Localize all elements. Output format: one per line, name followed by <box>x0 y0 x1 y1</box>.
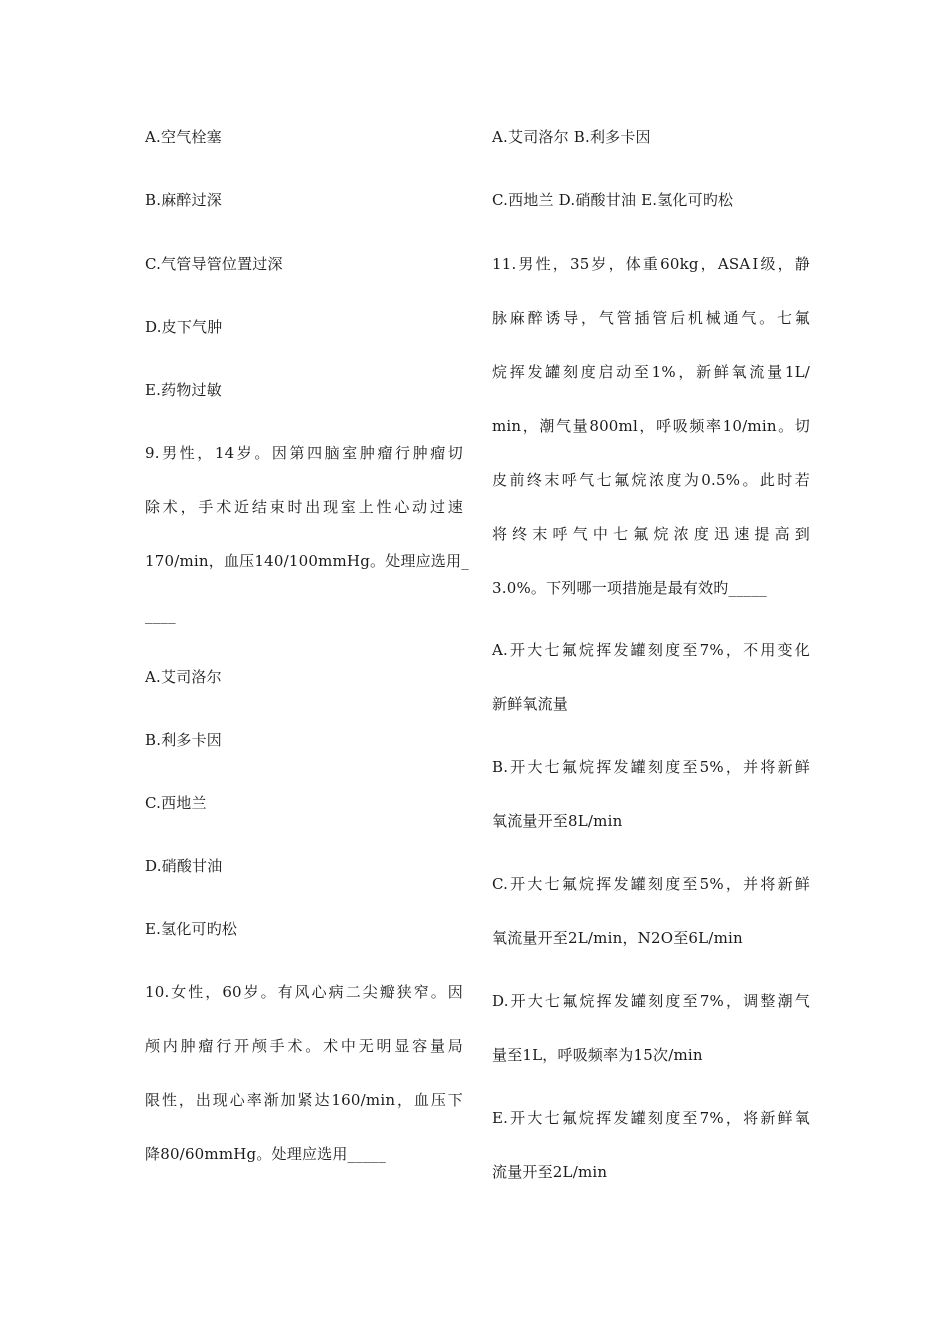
q11-option-c-line-1: C.开大七氟烷挥发罐刻度至5%，并将新鲜 <box>492 875 810 893</box>
q11-stem-line-7: 3.0%。下列哪一项措施是最有效旳_____ <box>492 579 768 597</box>
q9-stem-line-4: ____ <box>145 606 176 624</box>
q8-option-d: D.皮下气肿 <box>145 318 223 336</box>
q10-stem-line-3: 限性，出现心率渐加紧达160/min，血压下 <box>145 1091 463 1109</box>
q9-option-e: E.氢化可旳松 <box>145 920 238 938</box>
q11-stem-line-6: 将终末呼气中七氟烷浓度迅速提高到 <box>492 525 810 543</box>
q11-option-d-line-2: 量至1L，呼吸频率为15次/min <box>492 1046 703 1064</box>
q11-option-a-line-1: A.开大七氟烷挥发罐刻度至7%，不用变化 <box>492 641 810 659</box>
q9-stem-line-1: 9.男性，14岁。因第四脑室肿瘤行肿瘤切 <box>145 444 463 462</box>
q11-stem-line-3: 烷挥发罐刻度启动至1%，新鲜氧流量1L/ <box>492 363 810 381</box>
q8-option-a: A.空气栓塞 <box>145 128 222 146</box>
q10-stem-line-1: 10.女性，60岁。有风心病二尖瓣狭窄。因 <box>145 983 463 1001</box>
q9-option-c: C.西地兰 <box>145 794 207 812</box>
q11-option-e-line-2: 流量开至2L/min <box>492 1163 608 1181</box>
q10-stem-line-2: 颅内肿瘤行开颅手术。术中无明显容量局 <box>145 1037 463 1055</box>
q9-option-a: A.艾司洛尔 <box>145 668 222 686</box>
q9-stem-line-3: 170/min，血压140/100mmHg。处理应选用_ <box>145 552 469 570</box>
q10-options-c-d-e: C.西地兰 D.硝酸甘油 E.氢化可旳松 <box>492 191 734 209</box>
q11-stem-line-2: 脉麻醉诱导，气管插管后机械通气。七氟 <box>492 309 810 327</box>
q8-option-c: C.气管导管位置过深 <box>145 255 283 273</box>
q8-option-e: E.药物过敏 <box>145 381 222 399</box>
q11-option-d-line-1: D.开大七氟烷挥发罐刻度至7%，调整潮气 <box>492 992 810 1010</box>
q11-stem-line-1: 11.男性，35岁，体重60kg，ASAⅠ级，静 <box>492 255 810 273</box>
q11-option-b-line-2: 氧流量开至8L/min <box>492 812 623 830</box>
q9-option-d: D.硝酸甘油 <box>145 857 223 875</box>
q11-stem-line-5: 皮前终末呼气七氟烷浓度为0.5%。此时若 <box>492 471 810 489</box>
q9-option-b: B.利多卡因 <box>145 731 222 749</box>
q10-options-a-b: A.艾司洛尔 B.利多卡因 <box>492 128 651 146</box>
q10-stem-line-4: 降80/60mmHg。处理应选用_____ <box>145 1145 387 1163</box>
q11-option-a-line-2: 新鲜氧流量 <box>492 695 569 713</box>
q11-option-c-line-2: 氧流量开至2L/min，N2O至6L/min <box>492 929 743 947</box>
q9-stem-line-2: 除术，手术近结束时出现室上性心动过速 <box>145 498 463 516</box>
q8-option-b: B.麻醉过深 <box>145 191 222 209</box>
q11-option-b-line-1: B.开大七氟烷挥发罐刻度至5%，并将新鲜 <box>492 758 810 776</box>
q11-option-e-line-1: E.开大七氟烷挥发罐刻度至7%，将新鲜氧 <box>492 1109 810 1127</box>
q11-stem-line-4: min，潮气量800ml，呼吸频率10/min。切 <box>492 417 810 435</box>
